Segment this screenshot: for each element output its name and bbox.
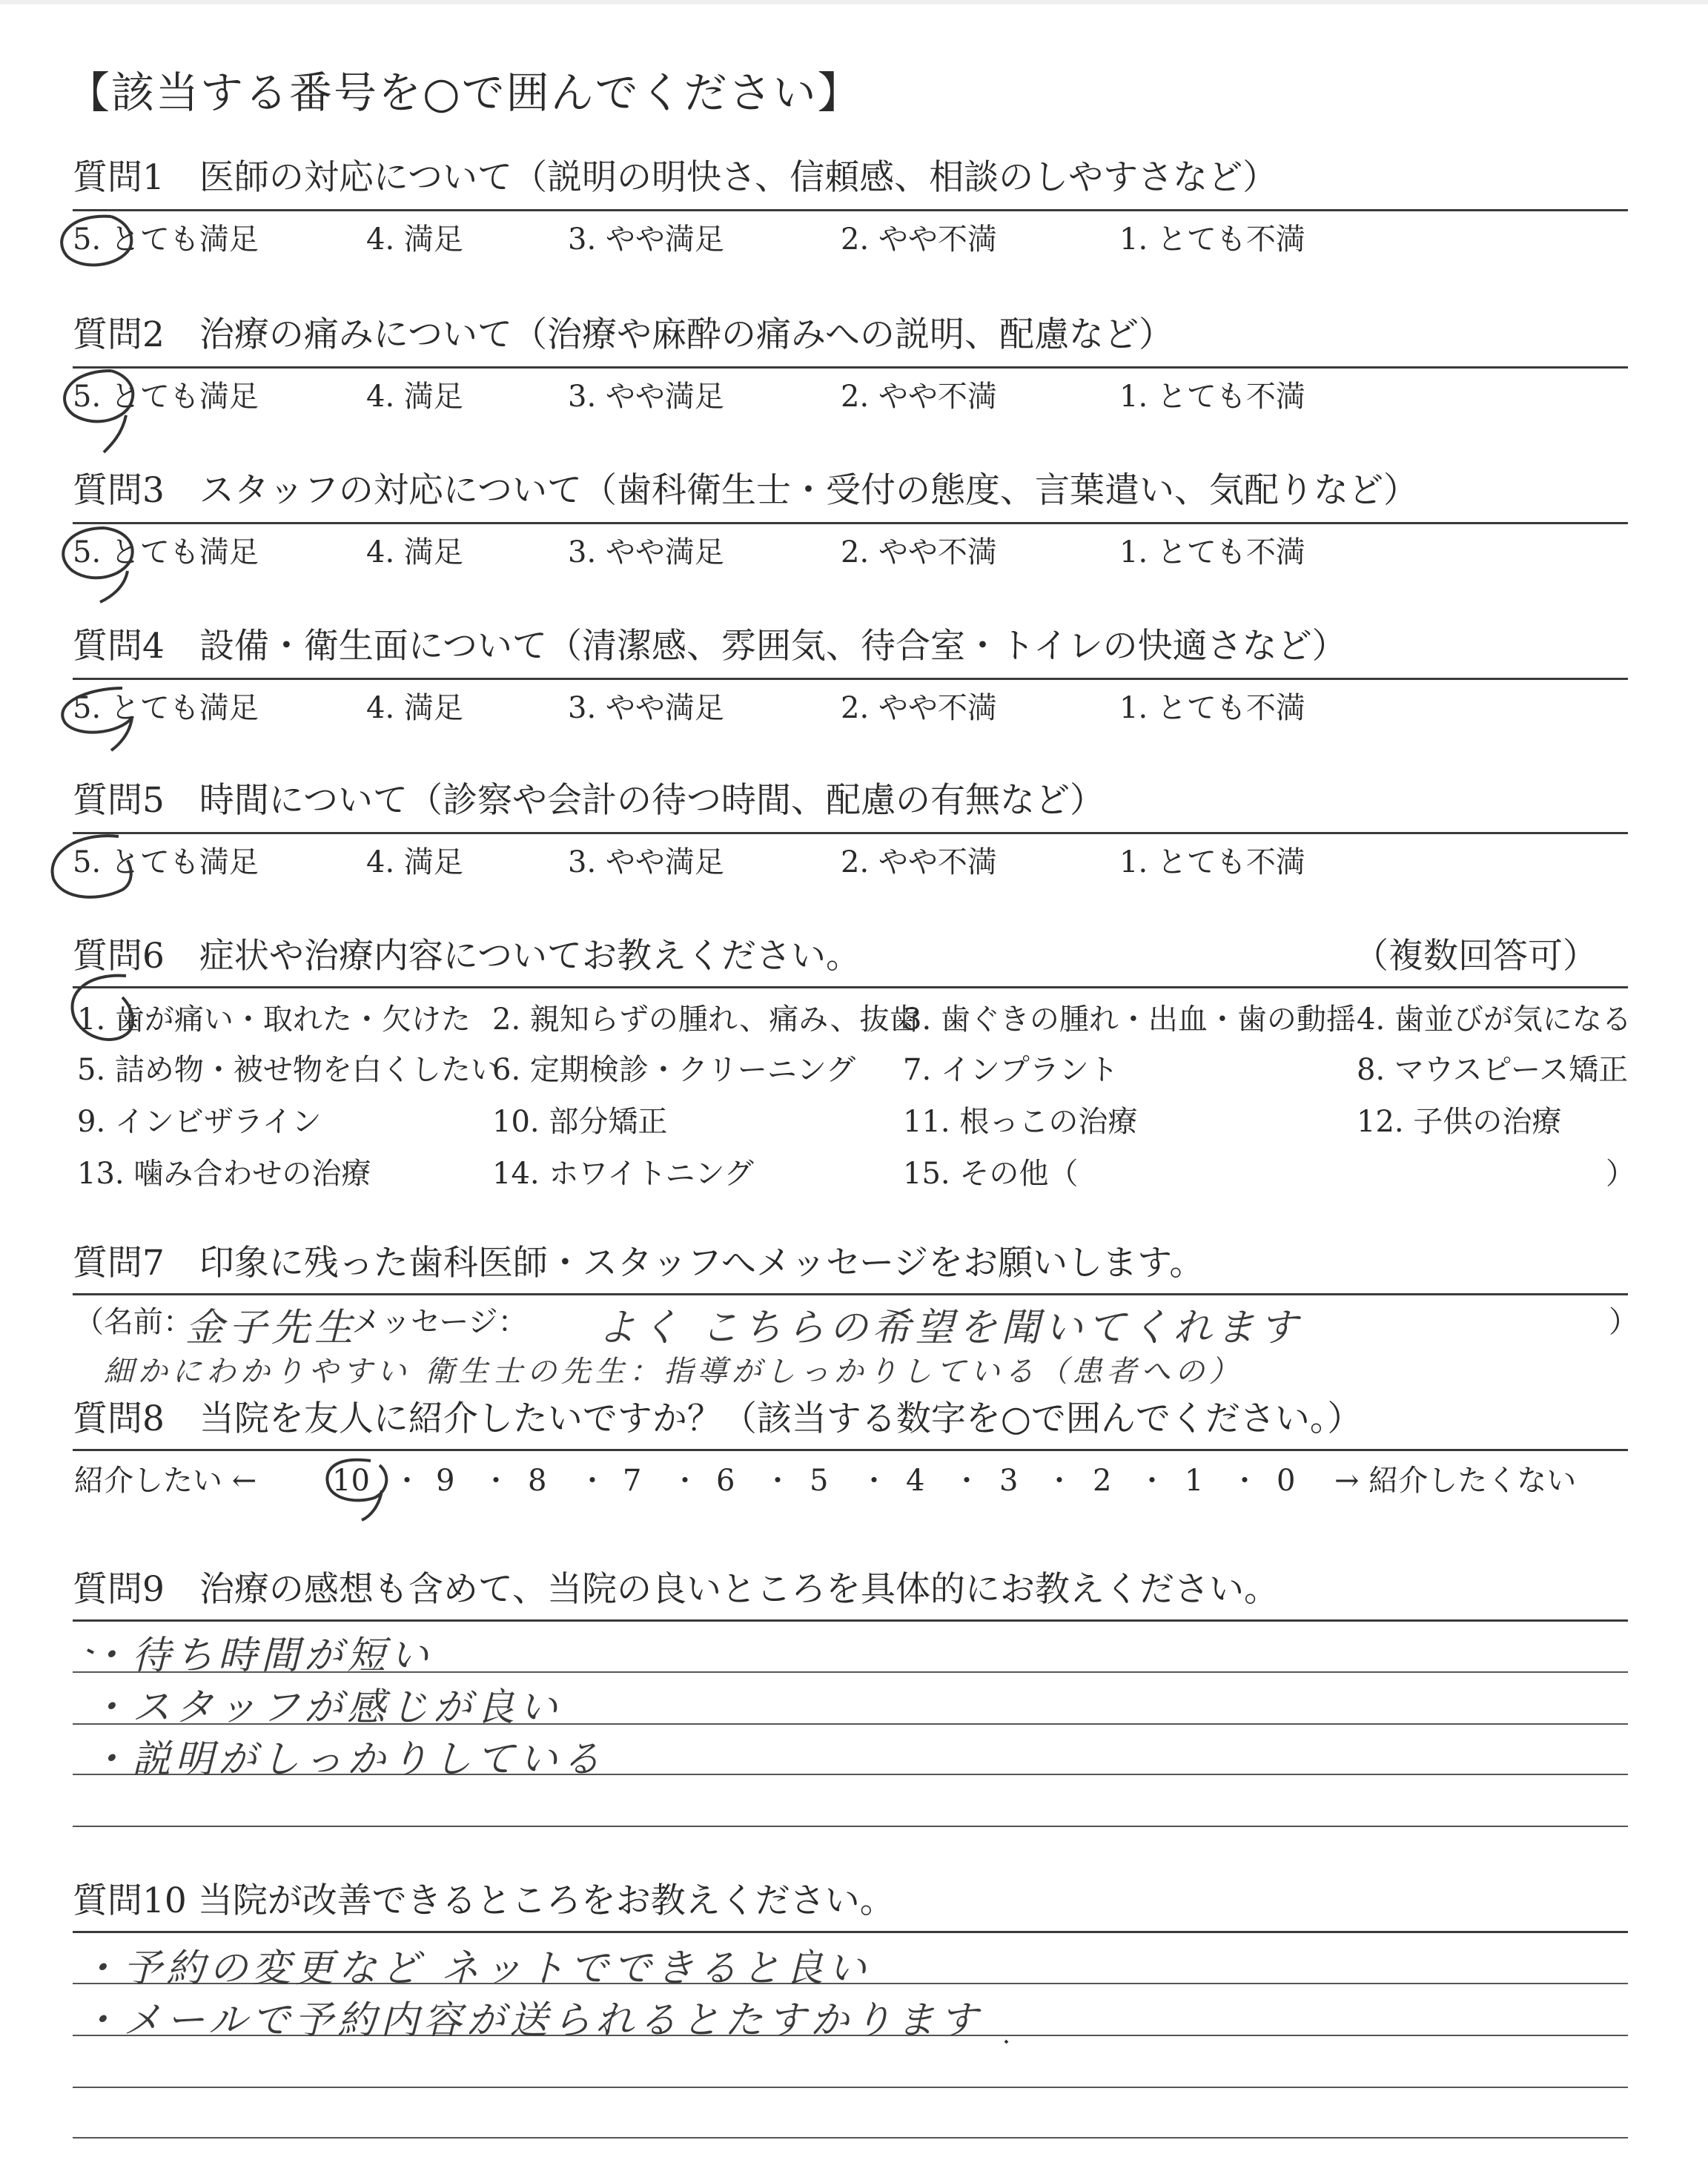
q8-left-label: 紹介したい ← (74, 1464, 257, 1498)
q4-rule (73, 678, 1628, 680)
q7-handwritten-message[interactable]: よく こちらの希望を聞いてくれます (598, 1306, 1302, 1350)
q5-option-3[interactable]: 3. やや満足 (568, 845, 724, 879)
q3-option-3[interactable]: 3. やや満足 (568, 535, 724, 569)
q7-handwritten-name[interactable]: 金子先生 (185, 1306, 358, 1350)
q7-close-paren: ） (1609, 1305, 1638, 1339)
q8-scale-1[interactable]: 1 (1185, 1464, 1204, 1498)
q5-option-5[interactable]: 5. とても満足 (73, 845, 259, 879)
q9-handwritten-line-2[interactable]: ・スタッフが感じが良い (89, 1685, 563, 1730)
q4-option-4[interactable]: 4. 満足 (366, 691, 463, 725)
q6-item-2[interactable]: 2. 親知らずの腫れ、痛み、抜歯 (492, 1003, 919, 1037)
q9-handwritten-line-1[interactable]: ・待ち時間が短い (89, 1634, 434, 1678)
q3-rule (73, 522, 1628, 524)
q1-option-4[interactable]: 4. 満足 (366, 222, 463, 257)
q2-option-5[interactable]: 5. とても満足 (73, 380, 259, 414)
q2-option-1[interactable]: 1. とても不満 (1119, 380, 1305, 414)
q8-scale-3[interactable]: 3 (999, 1464, 1019, 1498)
q8-scale-10[interactable]: 10 (332, 1464, 370, 1498)
q10-handwritten-line-2[interactable]: ・メールで予約内容が送られるとたすかります (80, 1998, 982, 2043)
q4-option-1[interactable]: 1. とても不満 (1119, 691, 1305, 725)
q7-name-label: （名前： (74, 1305, 193, 1339)
q1-title: 質問1 医師の対応について（説明の明快さ、信頼感、相談のしやすさなど） (73, 157, 1278, 198)
q7-handwritten-message-2[interactable]: 細かにわかりやすい 衛生士の先生：指導がしっかりしている（患者への） (104, 1355, 1243, 1389)
q2-option-4[interactable]: 4. 満足 (366, 380, 463, 414)
q6-item-12[interactable]: 12. 子供の治療 (1357, 1105, 1562, 1139)
q8-separator: ・ (1045, 1464, 1074, 1497)
q3-option-5[interactable]: 5. とても満足 (73, 535, 259, 569)
q6-item-9[interactable]: 9. インビザライン (77, 1105, 322, 1139)
q10-answer-line (73, 2087, 1628, 2088)
q1-option-5[interactable]: 5. とても満足 (73, 222, 259, 257)
q3-option-2[interactable]: 2. やや不満 (841, 535, 997, 569)
q10-title: 質問10 当院が改善できるところをお教えください。 (73, 1880, 895, 1921)
q2-title: 質問2 治療の痛みについて（治療や麻酔の痛みへの説明、配慮など） (73, 314, 1174, 355)
q2-option-3[interactable]: 3. やや満足 (568, 380, 724, 414)
q8-right-label: → 紹介したくない (1334, 1464, 1577, 1498)
q8-scale-4[interactable]: 4 (906, 1464, 925, 1498)
q8-separator: ・ (671, 1464, 700, 1497)
q7-rule (73, 1293, 1628, 1295)
q6-item-1[interactable]: 1. 歯が痛い・取れた・欠けた (77, 1003, 471, 1037)
q3-title: 質問3 スタッフの対応について（歯科衛生士・受付の態度、言葉遣い、気配りなど） (73, 470, 1418, 511)
q8-separator: ・ (953, 1464, 982, 1497)
q8-scale-0[interactable]: 0 (1277, 1464, 1296, 1498)
q4-option-5[interactable]: 5. とても満足 (73, 691, 259, 725)
q5-option-1[interactable]: 1. とても不満 (1119, 845, 1305, 879)
q6-item-7[interactable]: 7. インプラント (903, 1053, 1119, 1087)
q6-item-15-close: ） (1606, 1157, 1635, 1191)
q8-separator: ・ (860, 1464, 889, 1497)
q6-item-4[interactable]: 4. 歯並びが気になる (1357, 1003, 1632, 1037)
q8-scale-9[interactable]: 9 (436, 1464, 455, 1498)
q6-title: 質問6 症状や治療内容についてお教えください。 (73, 936, 861, 977)
q6-item-3[interactable]: 3. 歯ぐきの腫れ・出血・歯の動揺 (903, 1003, 1356, 1037)
q10-answer-line (73, 2137, 1628, 2138)
q8-separator: ・ (482, 1464, 511, 1497)
q9-rule (73, 1619, 1628, 1622)
q8-scale-8[interactable]: 8 (528, 1464, 547, 1498)
q8-separator: ・ (393, 1464, 422, 1497)
q6-item-15[interactable]: 15. その他（ (903, 1157, 1079, 1191)
q3-option-1[interactable]: 1. とても不満 (1119, 535, 1305, 569)
page-heading: 【該当する番号を○で囲んでください】 (67, 67, 862, 118)
q6-note: （複数回答可） (1354, 936, 1598, 977)
q8-scale-5[interactable]: 5 (810, 1464, 829, 1498)
q3-option-4[interactable]: 4. 満足 (366, 535, 463, 569)
q4-option-3[interactable]: 3. やや満足 (568, 691, 724, 725)
q8-separator: ・ (1231, 1464, 1260, 1497)
q8-separator: ・ (578, 1464, 607, 1497)
q6-item-10[interactable]: 10. 部分矯正 (492, 1105, 668, 1139)
q8-scale-6[interactable]: 6 (716, 1464, 735, 1498)
q4-title: 質問4 設備・衛生面について（清潔感、雰囲気、待合室・トイレの快適さなど） (73, 626, 1347, 667)
q10-rule (73, 1931, 1628, 1933)
q6-rule (73, 986, 1628, 988)
q6-item-14[interactable]: 14. ホワイトニング (492, 1157, 754, 1191)
q9-title: 質問9 治療の感想も含めて、当院の良いところを具体的にお教えください。 (73, 1569, 1279, 1610)
q1-option-2[interactable]: 2. やや不満 (841, 222, 997, 257)
scan-edge (0, 0, 1708, 4)
q9-answer-line (73, 1826, 1628, 1827)
q5-option-2[interactable]: 2. やや不満 (841, 845, 997, 879)
q1-rule (73, 209, 1628, 211)
q8-scale-2[interactable]: 2 (1093, 1464, 1112, 1498)
q6-item-8[interactable]: 8. マウスピース矯正 (1357, 1053, 1629, 1087)
q8-rule (73, 1449, 1628, 1451)
q4-option-2[interactable]: 2. やや不満 (841, 691, 997, 725)
q10-handwritten-line-1[interactable]: ・予約の変更など ネットでできると良い (80, 1946, 871, 1991)
q6-item-6[interactable]: 6. 定期検診・クリーニング (492, 1053, 856, 1087)
q6-item-11[interactable]: 11. 根っこの治療 (903, 1105, 1138, 1139)
q2-rule (73, 366, 1628, 369)
q6-item-5[interactable]: 5. 詰め物・被せ物を白くしたい (77, 1053, 500, 1087)
q5-title: 質問5 時間について（診察や会計の待つ時間、配慮の有無など） (73, 780, 1105, 821)
q7-message-label: メッセージ： (351, 1305, 528, 1339)
q9-handwritten-line-3[interactable]: ・説明がしっかりしている (89, 1737, 606, 1782)
q8-title: 質問8 当院を友人に紹介したいですか？（該当する数字を○で囲んでください。） (73, 1398, 1363, 1439)
q1-option-1[interactable]: 1. とても不満 (1119, 222, 1305, 257)
q8-separator: ・ (1138, 1464, 1167, 1497)
q1-option-3[interactable]: 3. やや満足 (568, 222, 724, 257)
q8-separator: ・ (764, 1464, 792, 1497)
q7-title: 質問7 印象に残った歯科医師・スタッフへメッセージをお願いします。 (73, 1243, 1205, 1284)
q10-end-dot (1005, 2041, 1007, 2043)
q2-option-2[interactable]: 2. やや不満 (841, 380, 997, 414)
q5-option-4[interactable]: 4. 満足 (366, 845, 463, 879)
q5-rule (73, 832, 1628, 834)
q8-scale-7[interactable]: 7 (623, 1464, 642, 1498)
q6-item-13[interactable]: 13. 噛み合わせの治療 (77, 1157, 371, 1191)
